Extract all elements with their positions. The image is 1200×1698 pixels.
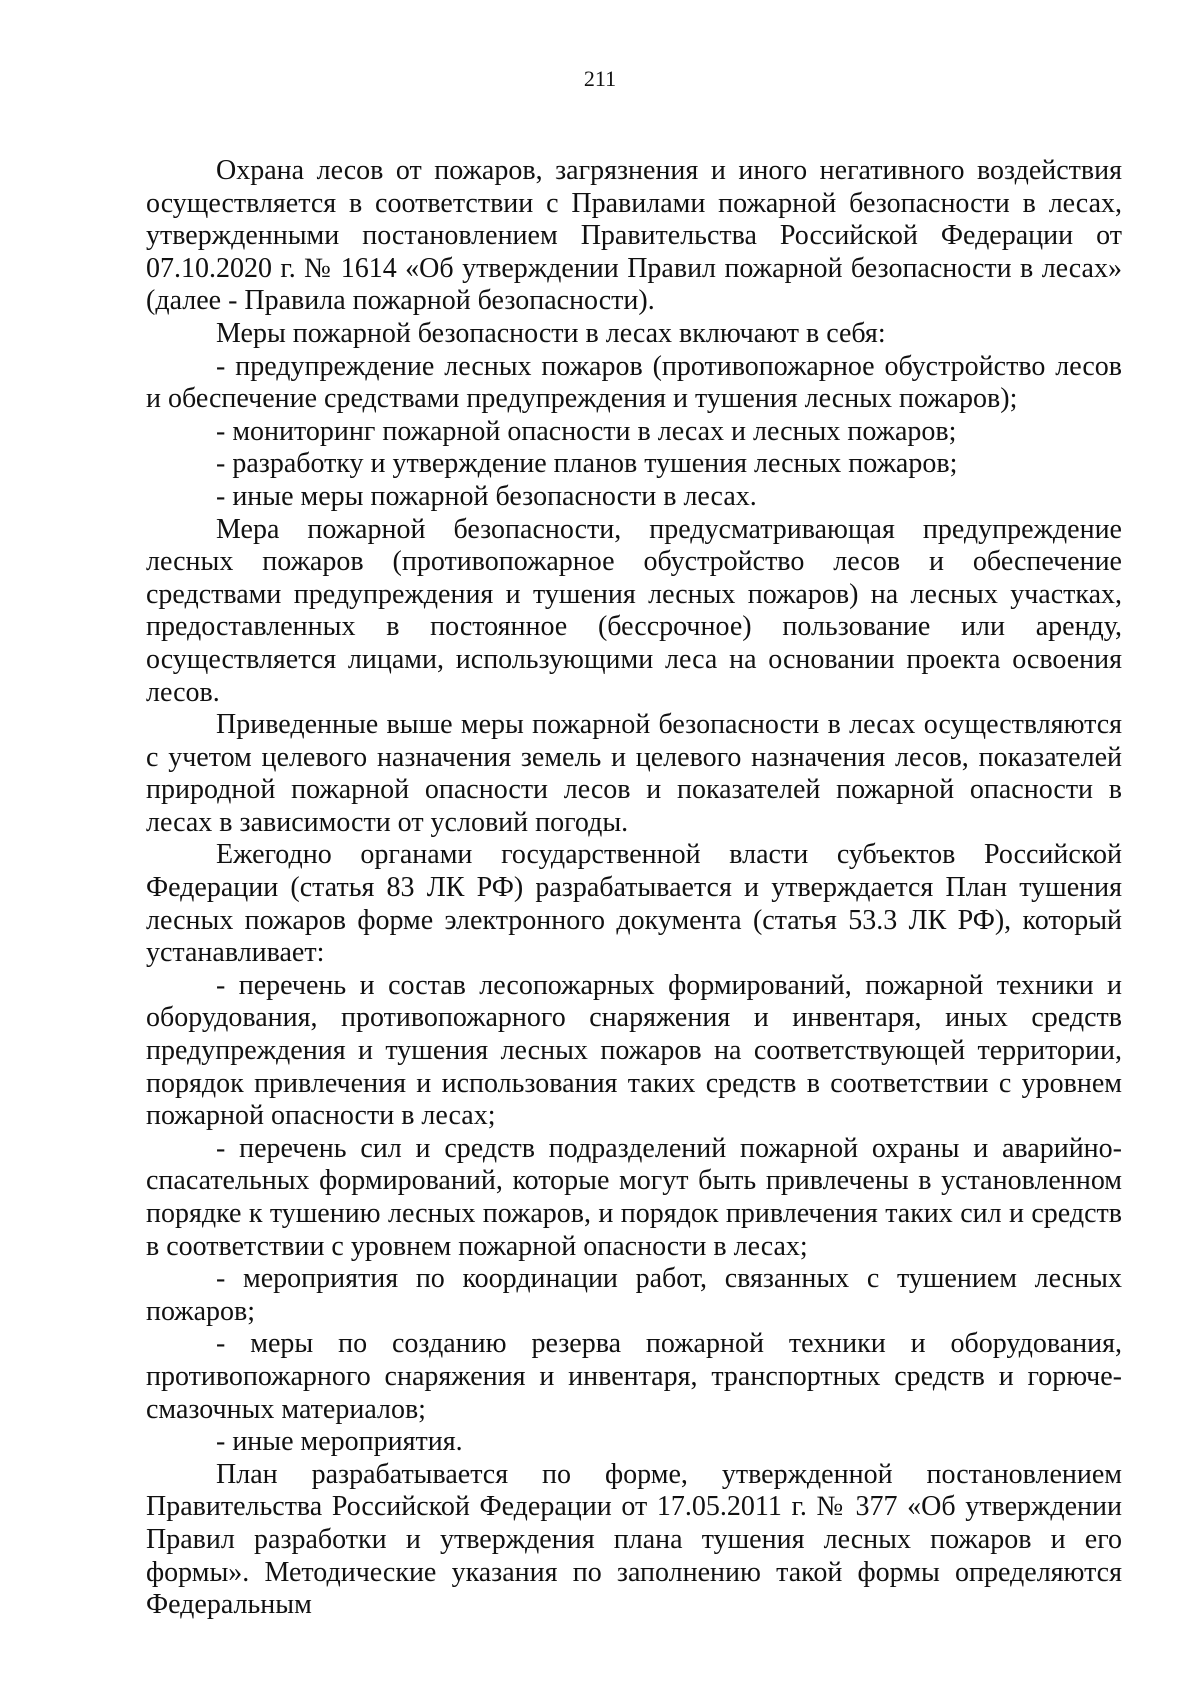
list-item-other-activities: - иные мероприятия.	[216, 1426, 463, 1458]
paragraph-prevention-measure: Мера пожарной безопасности, предусматривающая предупреждение лесных пожаров (противопожарное обустройство лесов и обеспечение средствами предупреждения и тушения лесных пожаров) на лесных участках, предоставленных в постоянное (бессрочное) пользование или аренду, осуществляется лицами, использующими леса на основании проекта освоения лесов.	[146, 513, 1122, 708]
paragraph-annual-plan: Ежегодно органами государственной власти субъектов Российской Федерации (статья 83 ЛК РФ) разрабатывается и утверждается План тушения лесных пожаров форме электронного документа (статья 53.3 ЛК РФ), который устанавливает:	[146, 839, 1122, 969]
list-item-fire-forces: - перечень сил и средств подразделений пожарной охраны и аварийно-спасательных формирований, которые могут быть привлечены в установленном порядке к тушению лесных пожаров, и порядок привлечения таких сил и средств в соответствии с уровнем пожарной опасности в лесах;	[146, 1132, 1122, 1262]
document-body	[146, 155, 1122, 1622]
paragraph-measures-intro: Меры пожарной безопасности в лесах включают в себя:	[216, 317, 886, 349]
page-number: 211	[583, 66, 617, 91]
list-item-formations-list: - перечень и состав лесопожарных формирований, пожарной техники и оборудования, противопожарного снаряжения и инвентаря, иных средств предупреждения и тушения лесных пожаров на соответствующей территории, порядок привлечения и использования таких средств в соответствии с уровнем пожарной опасности в лесах;	[146, 969, 1122, 1132]
list-item-other-measures: - иные меры пожарной безопасности в лесах.	[216, 480, 757, 512]
list-item-monitoring: - мониторинг пожарной опасности в лесах и лесных пожаров;	[216, 415, 957, 447]
paragraph-measures-considerations: Приведенные выше меры пожарной безопасности в лесах осуществляются с учетом целевого назначения земель и целевого назначения лесов, показателей природной пожарной опасности лесов и показателей пожарной опасности в лесах в зависимости от условий погоды.	[146, 709, 1122, 838]
paragraph-plan-form: План разрабатывается по форме, утвержденной постановлением Правительства Российской Федерации от 17.05.2011 г. № 377 «Об утверждении Правил разработки и утверждения плана тушения лесных пожаров и его формы». Методические указания по заполнению такой формы определяются Федеральным	[146, 1458, 1122, 1621]
list-item-coordination: - мероприятия по координации работ, связанных с тушением лесных пожаров;	[146, 1263, 1122, 1327]
list-item-reserve: - меры по созданию резерва пожарной техники и оборудования, противопожарного снаряжения и инвентаря, транспортных средств и горюче-смазочных материалов;	[146, 1328, 1122, 1425]
paragraph-forest-protection: Охрана лесов от пожаров, загрязнения и иного негативного воздействия осуществляется в соответствии с Правилами пожарной безопасности в лесах, утвержденными постановлением Правительства Российской Федерации от 07.10.2020 г. № 1614 «Об утверждении Правил пожарной безопасности в лесах» (далее - Правила пожарной безопасности).	[146, 155, 1122, 317]
list-item-plans: - разработку и утверждение планов тушения лесных пожаров;	[216, 448, 958, 480]
list-item-prevention: - предупреждение лесных пожаров (противопожарное обустройство лесов и обеспечение средствами предупреждения и тушения лесных пожаров);	[146, 350, 1122, 415]
